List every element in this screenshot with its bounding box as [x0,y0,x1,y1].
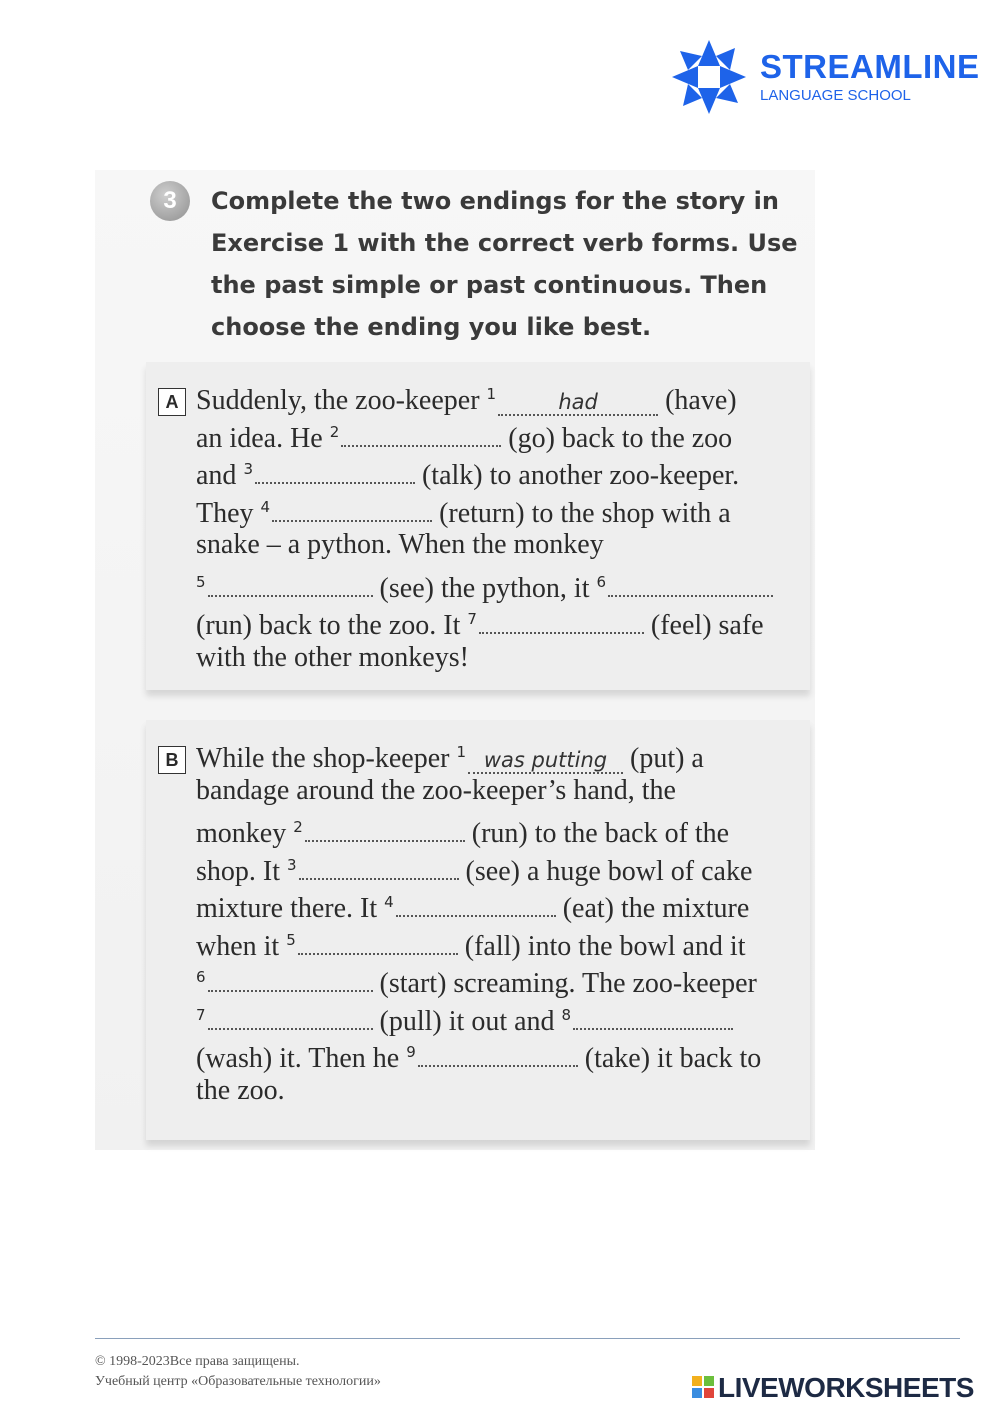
story-text: (feel) safe [643,610,764,641]
story-text: (return) to the shop with a [432,497,731,529]
liveworksheets-wordmark: LIVEWORKSHEETS [718,1372,974,1403]
answer-gap-6[interactable] [608,571,773,597]
story-text: the zoo. [196,1074,285,1106]
answer-gap-9[interactable] [418,1041,578,1067]
story-text: when it [196,930,287,962]
story-text: shop. It [196,855,287,887]
story-line [196,601,808,639]
logo-title: STREAMLINE [760,48,980,85]
story-line [196,847,808,885]
story-text: (see) a huge bowl of cake [458,855,753,887]
ending-a-letter: A [158,388,186,416]
answer-gap-3[interactable] [299,854,459,880]
story-text: (go) back to the zoo [501,422,733,454]
story-line [196,639,808,677]
story-text: (eat) the mixture [555,893,750,924]
answer-gap-8[interactable] [573,1004,733,1030]
ending-b-letter: B [158,746,186,774]
ending-b-box [146,720,810,1140]
footer-org: Учебный центр «Образовательные технологии» [95,1374,381,1389]
answer-gap-7[interactable] [208,1004,373,1030]
streamline-logo [672,40,980,115]
story-line [196,489,808,527]
gap-number: 3 [287,855,297,874]
gap-number: 9 [406,1043,416,1061]
ending-a-box [146,362,810,690]
story-line [196,376,808,414]
story-text: (see) the python, it [372,572,597,604]
story-text: (wash) it. Then he [196,1043,407,1074]
ending-a-text [196,376,808,676]
story-text: (put) a [623,743,704,774]
story-text: (run) back to the zoo. It [196,610,468,641]
answer-gap-5[interactable] [208,571,373,597]
story-line [196,809,808,847]
answer-gap-1[interactable]: had [498,390,658,416]
story-line [196,772,808,810]
story-text: (have) [658,385,737,416]
story-text: (pull) it out and [372,1005,562,1037]
story-line [196,997,808,1035]
liveworksheets-icon [692,1376,714,1398]
gap-number: 7 [196,1005,206,1024]
story-text: (start) screaming. The zoo-keeper [372,968,757,999]
gap-number: 6 [596,572,607,591]
story-line [196,451,808,489]
footer-copyright: © 1998-2023Все права защищены. [95,1354,300,1369]
gap-number: 4 [260,497,271,516]
gap-number: 5 [196,572,206,591]
story-text: monkey [196,818,294,849]
story-line [196,1034,808,1072]
gap-number: 6 [196,968,206,986]
story-text: (fall) into the bowl and it [457,930,746,962]
story-text: Suddenly, the zoo-keeper [196,385,487,416]
liveworksheets-brand [692,1372,992,1402]
story-text: While the shop-keeper [196,743,457,774]
gap-number: 5 [286,930,296,949]
answer-gap-3[interactable] [255,458,415,484]
story-line [196,959,808,997]
exercise-number-badge: 3 [150,181,190,221]
story-line [196,526,808,564]
story-text: (take) it back to [577,1043,762,1074]
answer-gap-1[interactable]: was putting [468,748,623,774]
gap-number: 7 [467,610,477,628]
logo-subtitle: LANGUAGE SCHOOL [760,87,911,104]
answer-gap-7[interactable] [479,608,644,634]
footer-text [95,1352,381,1392]
answer-gap-6[interactable] [208,966,373,992]
story-line [196,564,808,602]
streamline-star-icon [672,40,746,114]
exercise-instruction: Complete the two endings for the story in Exercise 1 with the correct verb forms. Use the past simple or past continuous. Then choose the ending you like best. [211,187,798,341]
answer-gap-2[interactable] [305,816,465,842]
story-line [196,734,808,772]
answer-gap-4[interactable] [272,496,432,522]
ending-b-text [196,734,808,1109]
answer-gap-5[interactable] [298,929,458,955]
story-text: and [196,460,244,491]
story-text: bandage around the zoo-keeper’s hand, the [196,774,676,806]
story-text: (run) to the back of the [464,818,730,849]
gap-number: 1 [456,743,466,761]
story-text: snake – a python. When the monkey [196,529,604,560]
story-text: mixture there. It [196,893,385,924]
story-line [196,922,808,960]
story-text: They [196,497,261,529]
gap-number: 8 [561,1005,572,1024]
story-text: an idea. He [196,422,330,454]
gap-number: 3 [243,460,253,478]
story-line [196,1072,808,1110]
story-line [196,884,808,922]
story-text: (talk) to another zoo-keeper. [414,460,740,491]
footer-divider [95,1338,960,1339]
gap-number: 2 [293,818,303,836]
answer-gap-2[interactable] [341,421,501,447]
answer-gap-4[interactable] [396,891,556,917]
story-text: with the other monkeys! [196,641,469,673]
gap-number: 2 [329,422,340,441]
gap-number: 4 [384,893,394,911]
story-line [196,414,808,452]
gap-number: 1 [486,385,497,403]
